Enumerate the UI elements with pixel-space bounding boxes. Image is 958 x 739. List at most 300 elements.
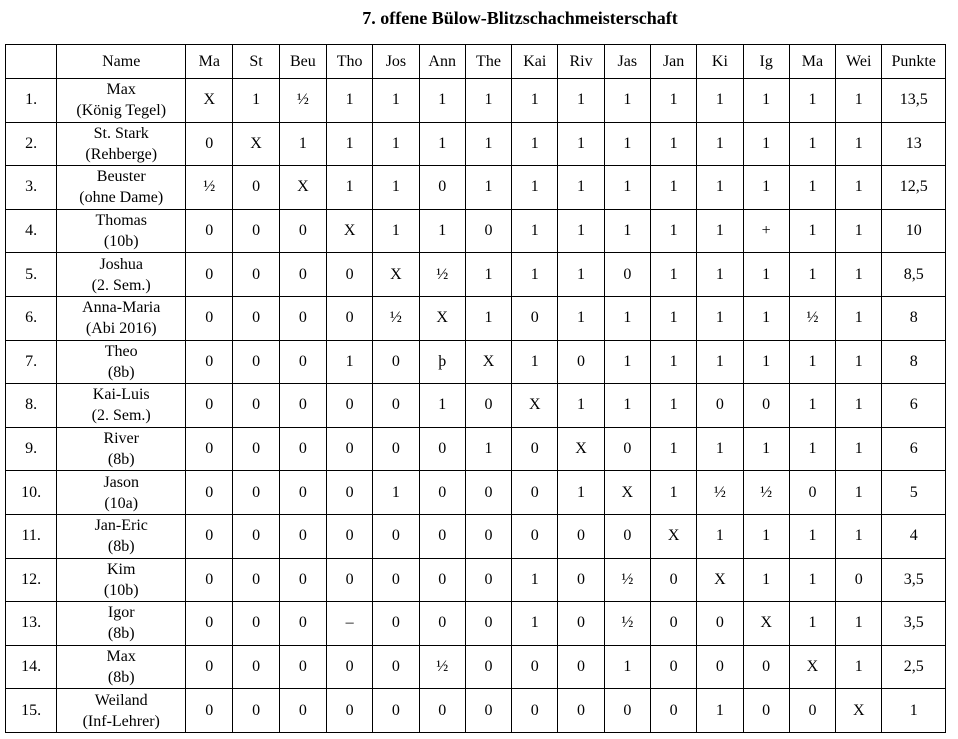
score-cell: 0 xyxy=(743,689,789,733)
score-cell: 0 xyxy=(279,296,326,340)
score-cell: 1 xyxy=(697,340,743,384)
score-cell: 0 xyxy=(373,558,419,602)
header-row xyxy=(6,45,946,79)
player-group: (König Tegel) xyxy=(76,102,167,120)
player-name: Theo xyxy=(104,342,138,360)
score-cell: 1 xyxy=(512,602,558,646)
diagonal-cell: X xyxy=(789,645,835,689)
score-cell: 1 xyxy=(650,166,696,210)
points-cell: 13 xyxy=(882,122,946,166)
score-cell: 0 xyxy=(279,602,326,646)
score-cell: 0 xyxy=(233,209,279,253)
player-name: Anna-Maria xyxy=(82,299,161,317)
score-cell: 0 xyxy=(512,296,558,340)
score-cell: 0 xyxy=(186,471,233,515)
score-cell: 0 xyxy=(373,427,419,471)
score-cell: 1 xyxy=(327,340,373,384)
table-header xyxy=(6,45,946,79)
rank-cell: 5. xyxy=(6,253,57,297)
player-name-cell xyxy=(57,253,186,297)
diagonal-cell: X xyxy=(604,471,650,515)
score-cell: 1 xyxy=(373,471,419,515)
score-cell: 0 xyxy=(279,558,326,602)
rank-cell: 13. xyxy=(6,602,57,646)
score-cell: 0 xyxy=(373,689,419,733)
rank-cell: 9. xyxy=(6,427,57,471)
score-cell: 0 xyxy=(233,689,279,733)
player-group: (10b) xyxy=(103,581,139,599)
player-group: (8b) xyxy=(107,363,135,381)
diagonal-cell: X xyxy=(697,558,743,602)
score-cell: 0 xyxy=(465,645,511,689)
score-cell: 1 xyxy=(604,645,650,689)
score-cell: 1 xyxy=(604,122,650,166)
score-cell: 1 xyxy=(789,122,835,166)
score-cell: 0 xyxy=(465,471,511,515)
header-cell: Jan xyxy=(650,45,696,79)
score-cell: 1 xyxy=(558,166,604,210)
score-cell: 0 xyxy=(512,471,558,515)
score-cell: 0 xyxy=(512,514,558,558)
rank-cell: 4. xyxy=(6,209,57,253)
rank-cell: 12. xyxy=(6,558,57,602)
score-cell: 1 xyxy=(604,79,650,123)
score-cell: 0 xyxy=(233,253,279,297)
score-cell: 0 xyxy=(233,296,279,340)
score-cell: 1 xyxy=(650,122,696,166)
score-cell: 0 xyxy=(279,471,326,515)
score-cell: 1 xyxy=(604,209,650,253)
score-cell: 0 xyxy=(327,384,373,428)
rank-cell: 2. xyxy=(6,122,57,166)
player-name-cell xyxy=(57,558,186,602)
points-cell: 4 xyxy=(882,514,946,558)
score-cell: 1 xyxy=(604,166,650,210)
table-row xyxy=(6,689,946,733)
score-cell: 0 xyxy=(465,384,511,428)
score-cell: 1 xyxy=(373,79,419,123)
rank-cell: 14. xyxy=(6,645,57,689)
player-name-cell xyxy=(57,166,186,210)
points-cell: 8 xyxy=(882,340,946,384)
table-row xyxy=(6,471,946,515)
score-cell: 0 xyxy=(697,645,743,689)
score-cell: 1 xyxy=(604,384,650,428)
score-cell: 1 xyxy=(697,689,743,733)
score-cell: 1 xyxy=(373,122,419,166)
score-cell: ½ xyxy=(373,296,419,340)
score-cell: 1 xyxy=(697,79,743,123)
score-cell: 0 xyxy=(233,340,279,384)
points-cell: 5 xyxy=(882,471,946,515)
score-cell: ½ xyxy=(743,471,789,515)
score-cell: 1 xyxy=(697,122,743,166)
score-cell: 1 xyxy=(604,296,650,340)
page-title: 7. offene Bülow-Blitzschachmeisterschaft xyxy=(362,8,678,28)
score-cell: 1 xyxy=(789,79,835,123)
score-cell: 1 xyxy=(743,253,789,297)
score-cell: 0 xyxy=(512,427,558,471)
header-cell: Ig xyxy=(743,45,789,79)
score-cell: 0 xyxy=(186,296,233,340)
score-cell: 1 xyxy=(512,166,558,210)
score-cell: 1 xyxy=(465,296,511,340)
player-name-cell xyxy=(57,209,186,253)
score-cell: 0 xyxy=(233,384,279,428)
player-group: (8b) xyxy=(107,669,135,687)
score-cell: 0 xyxy=(419,602,465,646)
player-name: Jan-Eric xyxy=(94,517,148,535)
score-cell: 1 xyxy=(465,427,511,471)
score-cell: 0 xyxy=(279,340,326,384)
score-cell: 1 xyxy=(233,79,279,123)
score-cell: 0 xyxy=(789,689,835,733)
score-cell: 1 xyxy=(789,209,835,253)
diagonal-cell: X xyxy=(279,166,326,210)
score-cell: 1 xyxy=(650,79,696,123)
score-cell: 1 xyxy=(465,122,511,166)
rank-cell: 3. xyxy=(6,166,57,210)
score-cell: 0 xyxy=(558,340,604,384)
diagonal-cell: X xyxy=(512,384,558,428)
score-cell: 1 xyxy=(789,340,835,384)
score-cell: 0 xyxy=(373,340,419,384)
score-cell: 1 xyxy=(789,427,835,471)
player-group: (Inf-Lehrer) xyxy=(82,712,160,730)
score-cell: 0 xyxy=(789,471,835,515)
score-cell: 0 xyxy=(419,471,465,515)
score-cell: 1 xyxy=(743,79,789,123)
score-cell: 1 xyxy=(512,209,558,253)
score-cell: 0 xyxy=(327,296,373,340)
score-cell: 0 xyxy=(327,514,373,558)
points-cell: 13,5 xyxy=(882,79,946,123)
score-cell: 1 xyxy=(743,122,789,166)
player-name-cell xyxy=(57,340,186,384)
score-cell: 0 xyxy=(186,253,233,297)
diagonal-cell: X xyxy=(836,689,882,733)
player-name: Weiland xyxy=(94,691,148,709)
score-cell: 0 xyxy=(604,427,650,471)
score-cell: – xyxy=(327,602,373,646)
score-cell: 0 xyxy=(697,602,743,646)
score-cell: 0 xyxy=(419,166,465,210)
score-cell: 0 xyxy=(186,689,233,733)
score-cell: 1 xyxy=(512,558,558,602)
score-cell: 0 xyxy=(373,514,419,558)
points-cell: 12,5 xyxy=(882,166,946,210)
player-name-cell xyxy=(57,296,186,340)
score-cell: 1 xyxy=(512,340,558,384)
table-row xyxy=(6,296,946,340)
score-cell: 0 xyxy=(743,384,789,428)
table-row xyxy=(6,209,946,253)
player-name-cell xyxy=(57,471,186,515)
score-cell: 0 xyxy=(233,514,279,558)
table-row xyxy=(6,253,946,297)
score-cell: 1 xyxy=(650,209,696,253)
points-cell: 10 xyxy=(882,209,946,253)
score-cell: 0 xyxy=(279,209,326,253)
header-cell: Ma xyxy=(186,45,233,79)
points-cell: 2,5 xyxy=(882,645,946,689)
header-cell: Tho xyxy=(327,45,373,79)
score-cell: 0 xyxy=(650,689,696,733)
score-cell: þ xyxy=(419,340,465,384)
score-cell: ½ xyxy=(789,296,835,340)
header-cell: Jos xyxy=(373,45,419,79)
score-cell: 0 xyxy=(604,253,650,297)
score-cell: 1 xyxy=(558,296,604,340)
score-cell: 1 xyxy=(743,340,789,384)
rank-cell: 7. xyxy=(6,340,57,384)
player-name-cell xyxy=(57,384,186,428)
header-cell: Punkte xyxy=(882,45,946,79)
score-cell: 1 xyxy=(743,514,789,558)
score-cell: 0 xyxy=(650,645,696,689)
score-cell: 0 xyxy=(419,689,465,733)
score-cell: ½ xyxy=(419,645,465,689)
diagonal-cell: X xyxy=(650,514,696,558)
score-cell: 0 xyxy=(186,558,233,602)
score-cell: 1 xyxy=(650,253,696,297)
score-cell: 0 xyxy=(327,689,373,733)
score-cell: 0 xyxy=(836,558,882,602)
table-row xyxy=(6,514,946,558)
score-cell: 0 xyxy=(233,645,279,689)
score-cell: 1 xyxy=(697,253,743,297)
rank-cell: 15. xyxy=(6,689,57,733)
points-cell: 6 xyxy=(882,427,946,471)
score-cell: 1 xyxy=(836,253,882,297)
header-cell: Kai xyxy=(512,45,558,79)
player-name-cell xyxy=(57,602,186,646)
header-cell: Name xyxy=(57,45,186,79)
score-cell: 1 xyxy=(836,209,882,253)
header-cell: Wei xyxy=(836,45,882,79)
header-cell: St xyxy=(233,45,279,79)
score-cell: 1 xyxy=(836,79,882,123)
score-cell: 0 xyxy=(419,558,465,602)
table-row xyxy=(6,645,946,689)
score-cell: 0 xyxy=(512,645,558,689)
player-group: (2. Sem.) xyxy=(91,407,151,425)
score-cell: 1 xyxy=(327,79,373,123)
score-cell: 1 xyxy=(789,514,835,558)
points-cell: 6 xyxy=(882,384,946,428)
header-cell: The xyxy=(465,45,511,79)
score-cell: 1 xyxy=(512,122,558,166)
score-cell: 1 xyxy=(789,166,835,210)
score-cell: 0 xyxy=(186,602,233,646)
score-cell: 0 xyxy=(419,427,465,471)
score-cell: 0 xyxy=(279,384,326,428)
rank-cell: 8. xyxy=(6,384,57,428)
score-cell: 1 xyxy=(558,471,604,515)
player-name: Thomas xyxy=(95,212,147,230)
score-cell: 0 xyxy=(279,253,326,297)
score-cell: 1 xyxy=(697,514,743,558)
score-cell: 1 xyxy=(419,209,465,253)
score-cell: 1 xyxy=(836,296,882,340)
score-cell: 0 xyxy=(419,514,465,558)
player-name: Max xyxy=(106,81,136,99)
score-cell: 0 xyxy=(233,166,279,210)
score-cell: 0 xyxy=(327,471,373,515)
score-cell: 1 xyxy=(650,296,696,340)
score-cell: 1 xyxy=(465,253,511,297)
score-cell: 1 xyxy=(836,340,882,384)
score-cell: 0 xyxy=(327,253,373,297)
score-cell: 0 xyxy=(558,645,604,689)
table-body xyxy=(6,79,946,733)
diagonal-cell: X xyxy=(327,209,373,253)
player-group: (10b) xyxy=(103,233,139,251)
score-cell: 0 xyxy=(186,514,233,558)
score-cell: 1 xyxy=(650,340,696,384)
score-cell: 0 xyxy=(186,340,233,384)
score-cell: 1 xyxy=(650,384,696,428)
score-cell: 0 xyxy=(558,602,604,646)
rank-cell: 6. xyxy=(6,296,57,340)
score-cell: 0 xyxy=(558,514,604,558)
score-cell: 0 xyxy=(604,514,650,558)
points-cell: 8 xyxy=(882,296,946,340)
player-name: River xyxy=(103,430,139,448)
score-cell: 0 xyxy=(373,602,419,646)
points-cell: 3,5 xyxy=(882,558,946,602)
rank-cell: 10. xyxy=(6,471,57,515)
score-cell: ½ xyxy=(697,471,743,515)
score-cell: 1 xyxy=(743,427,789,471)
player-group: (ohne Dame) xyxy=(79,189,164,207)
diagonal-cell: X xyxy=(233,122,279,166)
score-cell: 0 xyxy=(327,645,373,689)
score-cell: 1 xyxy=(327,166,373,210)
score-cell: 0 xyxy=(512,689,558,733)
score-cell: ½ xyxy=(419,253,465,297)
score-cell: 1 xyxy=(419,79,465,123)
rank-cell: 1. xyxy=(6,79,57,123)
player-name-cell xyxy=(57,645,186,689)
score-cell: 0 xyxy=(465,209,511,253)
score-cell: 1 xyxy=(697,427,743,471)
score-cell: + xyxy=(743,209,789,253)
diagonal-cell: X xyxy=(373,253,419,297)
score-cell: 0 xyxy=(279,689,326,733)
score-cell: 1 xyxy=(373,209,419,253)
player-name-cell xyxy=(57,427,186,471)
score-cell: 1 xyxy=(836,122,882,166)
score-cell: 0 xyxy=(697,384,743,428)
score-cell: 1 xyxy=(836,427,882,471)
score-cell: 0 xyxy=(465,558,511,602)
score-cell: 0 xyxy=(233,471,279,515)
rank-cell: 11. xyxy=(6,514,57,558)
table-row xyxy=(6,79,946,123)
score-cell: ½ xyxy=(604,558,650,602)
score-cell: 1 xyxy=(558,209,604,253)
diagonal-cell: X xyxy=(743,602,789,646)
player-group: (Rehberge) xyxy=(85,145,158,163)
score-cell: 1 xyxy=(650,471,696,515)
header-cell: Beu xyxy=(279,45,326,79)
score-cell: 1 xyxy=(419,122,465,166)
player-group: (Abi 2016) xyxy=(85,320,157,338)
player-name: Jason xyxy=(103,473,139,491)
score-cell: 1 xyxy=(789,558,835,602)
player-group: (2. Sem.) xyxy=(91,276,151,294)
table-row xyxy=(6,602,946,646)
points-cell: 1 xyxy=(882,689,946,733)
header-cell: Ki xyxy=(697,45,743,79)
score-cell: 0 xyxy=(186,209,233,253)
score-cell: 0 xyxy=(327,427,373,471)
score-cell: 1 xyxy=(279,122,326,166)
header-rank xyxy=(6,45,57,79)
score-cell: 1 xyxy=(836,166,882,210)
results-table xyxy=(5,44,946,733)
score-cell: 1 xyxy=(836,514,882,558)
score-cell: 0 xyxy=(279,514,326,558)
score-cell: 0 xyxy=(465,689,511,733)
player-name: Igor xyxy=(107,604,135,622)
player-name: Max xyxy=(106,648,136,666)
score-cell: 0 xyxy=(558,689,604,733)
score-cell: 0 xyxy=(327,558,373,602)
player-group: (8b) xyxy=(107,451,135,469)
diagonal-cell: X xyxy=(186,79,233,123)
score-cell: 0 xyxy=(186,645,233,689)
diagonal-cell: X xyxy=(465,340,511,384)
score-cell: 1 xyxy=(604,340,650,384)
score-cell: 0 xyxy=(465,514,511,558)
score-cell: 1 xyxy=(836,602,882,646)
header-cell: Ann xyxy=(419,45,465,79)
score-cell: 1 xyxy=(836,384,882,428)
score-cell: 1 xyxy=(558,122,604,166)
player-group: (8b) xyxy=(107,625,135,643)
score-cell: 1 xyxy=(697,296,743,340)
score-cell: 0 xyxy=(233,558,279,602)
score-cell: 0 xyxy=(279,645,326,689)
score-cell: 0 xyxy=(186,122,233,166)
score-cell: 1 xyxy=(697,166,743,210)
player-group: (10a) xyxy=(104,494,139,512)
player-name: Beuster xyxy=(96,168,146,186)
score-cell: 0 xyxy=(604,689,650,733)
score-cell: 1 xyxy=(743,296,789,340)
player-name-cell xyxy=(57,514,186,558)
score-cell: 1 xyxy=(465,166,511,210)
player-name-cell xyxy=(57,689,186,733)
player-name-cell xyxy=(57,122,186,166)
score-cell: 1 xyxy=(789,384,835,428)
score-cell: 1 xyxy=(743,558,789,602)
player-name: Kim xyxy=(106,560,136,578)
player-name-cell xyxy=(57,79,186,123)
score-cell: 1 xyxy=(558,384,604,428)
score-cell: 1 xyxy=(419,384,465,428)
player-name: Kai-Luis xyxy=(92,386,150,404)
table-row xyxy=(6,384,946,428)
diagonal-cell: X xyxy=(558,427,604,471)
score-cell: 1 xyxy=(789,602,835,646)
score-cell: 0 xyxy=(233,427,279,471)
diagonal-cell: X xyxy=(419,296,465,340)
score-cell: 0 xyxy=(233,602,279,646)
player-group: (8b) xyxy=(107,538,135,556)
